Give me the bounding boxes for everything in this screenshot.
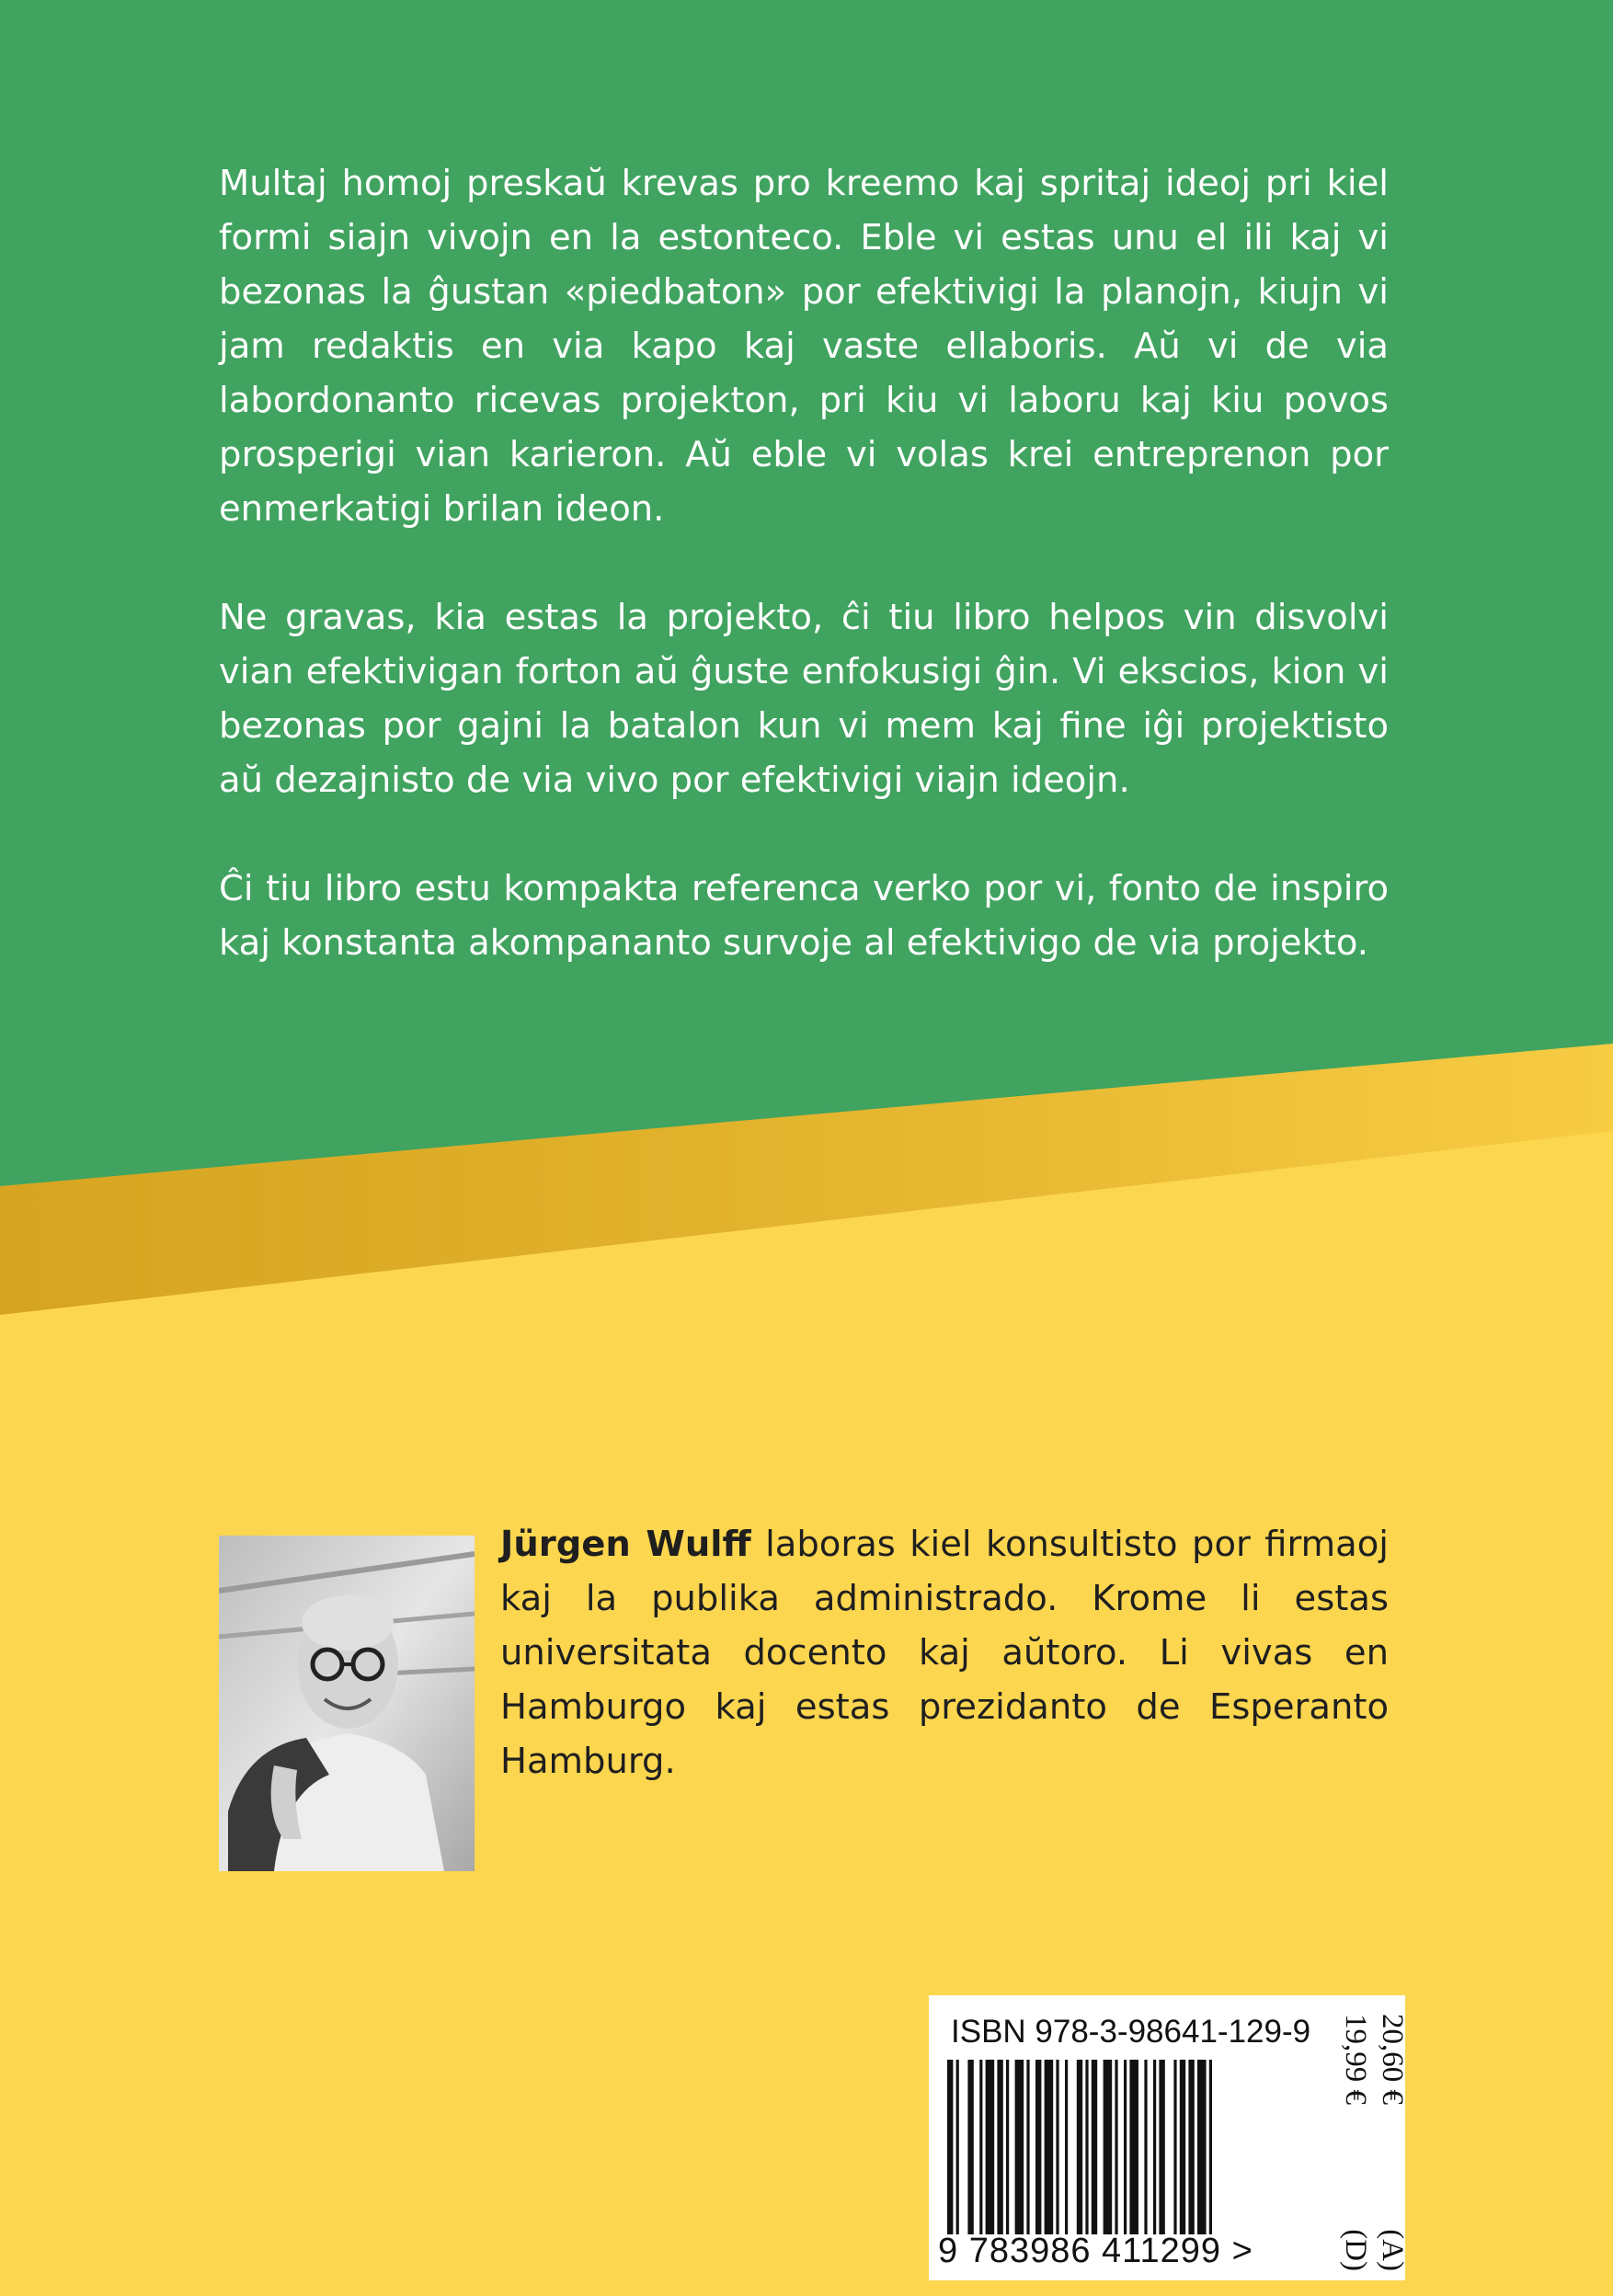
- price-austria: [1376, 2014, 1409, 2271]
- blurb-paragraph-1: Multaj homoj preskaŭ krevas pro kreemo kaj spritaj ideoj pri kiel formi siajn vivojn en la estonteco. Eble vi estas unu el ili kaj vi bezonas la ĝustan «piedbaton» por efektivigi la planojn, kiujn vi jam redaktis en via kapo kaj vaste ellaboris. Aŭ vi de via labordonanto ricevas projekton, pri kiu vi laboru kaj kiu povos prosperigi vian karieron. Aŭ eble vi volas krei entreprenon por enmerkatigi brilan ideon.: [219, 163, 1389, 530]
- back-cover-blurb: [219, 156, 1389, 1024]
- author-name: Jürgen Wulff: [500, 1524, 751, 1565]
- price-germany-label: (D): [1339, 2229, 1372, 2271]
- barcode-digits: 9 783986 411299 >: [938, 2232, 1253, 2270]
- author-bio: [500, 1517, 1389, 1788]
- price-germany: [1339, 2014, 1372, 2271]
- author-photo: [219, 1536, 475, 1871]
- price-austria-label: (A): [1376, 2229, 1409, 2271]
- price-germany-value: 19,99 €: [1339, 2014, 1372, 2105]
- blurb-paragraph-2: Ne gravas, kia estas la projekto, ĉi tiu libro helpos vin disvolvi vian efektivigan forton aŭ ĝuste enfokusigi ĝin. Vi ekscios, kion vi bezonas por gajni la batalon kun vi mem kaj fine iĝi projektisto aŭ dezajnisto de via vivo por efektivigi viajn ideojn.: [219, 597, 1389, 801]
- barcode-box: [929, 1995, 1409, 2280]
- isbn-number: ISBN 978-3-98641-129-9: [951, 2014, 1311, 2050]
- barcode-bars: [947, 2060, 1333, 2234]
- blurb-paragraph-3: Ĉi tiu libro estu kompakta referenca verko por vi, fonto de inspiro kaj konstanta akompananto survoje al efektivigo de via projekto.: [219, 868, 1389, 964]
- price-austria-value: 20,60 €: [1376, 2014, 1409, 2105]
- author-bio-text: laboras kiel konsultisto por firmaoj kaj la publika administrado. Krome li estas universitata docento kaj aŭtoro. Li vivas en Hamburgo kaj estas prezidanto de Esperanto Hamburg.: [500, 1524, 1390, 1782]
